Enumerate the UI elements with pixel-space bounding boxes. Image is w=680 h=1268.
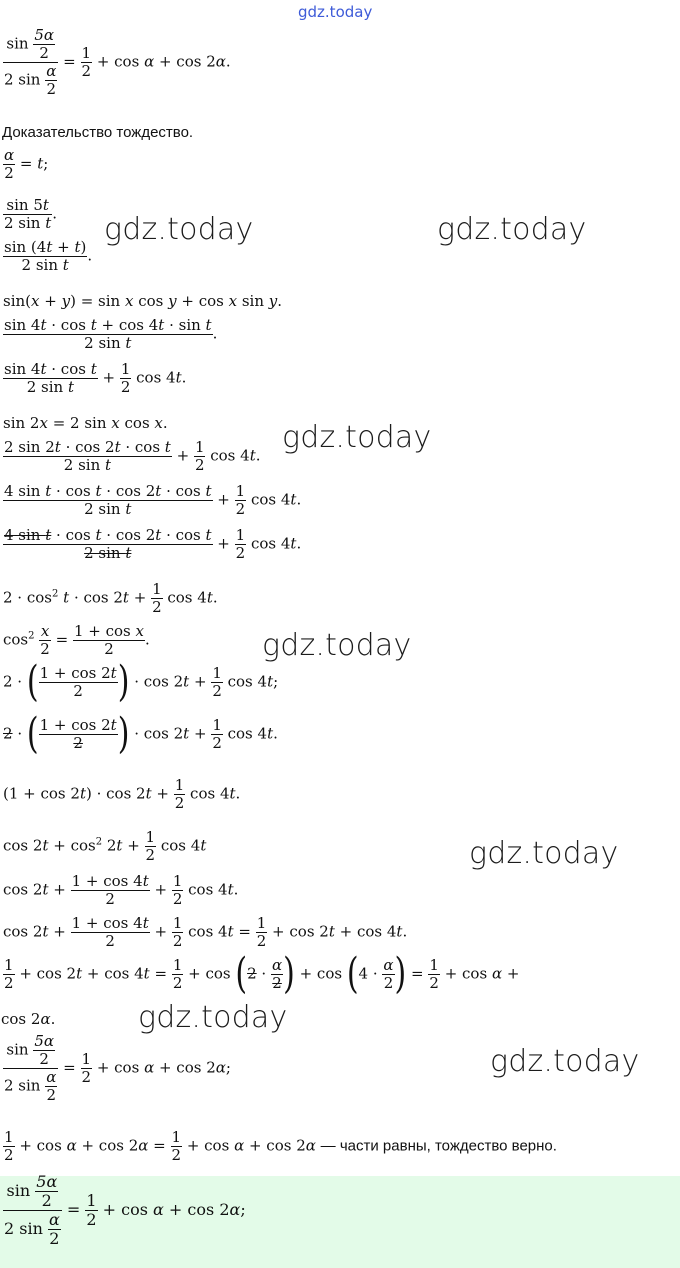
math-line-sin5t: $\frac{\sin 5t}{\text{2 sin t}}$ . — [4, 196, 58, 232]
math-line-sin4t-plus-t: $\frac{\sin (4t + t)}{\text{2 sin t}}$ . — [4, 238, 93, 274]
watermark: gdz.today — [282, 420, 432, 455]
math-line-step-b: $\frac{\text{4 sin t · cos t · cos 2t · cos t}}{\text{2 sin t}}$ + $\frac{1}{2}$ cos 4t. — [4, 482, 302, 518]
math-line-step-g: (1 + cos 2t) · cos 2t + $\frac{1}{2}$ cos 4t. — [3, 776, 241, 812]
math-line-step-d: $2 \cdot \cos^2 t \cdot \cos 2t$ + $\frac{1}{2}$ cos 4t. — [3, 580, 218, 616]
math-line-step-h: $\cos 2t + \cos^2 2t$ + $\frac{1}{2}$ cos 4t — [3, 828, 207, 864]
watermark: gdz.today — [104, 212, 254, 247]
watermark: gdz.today — [469, 836, 619, 871]
watermark: gdz.today — [490, 1044, 640, 1079]
math-line-identity-repeat: sin $\frac{5\alpha}{2}$ 2 sin $\frac{\alpha}{2}$ = $\frac{1}{2}$ + cos α + cos 2α; — [4, 1032, 231, 1104]
conclusion-text: — части равны, тождество верно. — [320, 1137, 557, 1155]
math-line-step-j: cos 2t + $\frac{1 + \cos 4t}{2}$ + $\frac{1}{2}$ cos 4t = $\frac{1}{2}$ + cos 2t + cos 4t. — [3, 914, 408, 950]
math-line-step-i: cos 2t + $\frac{1 + \cos 4t}{2}$ + $\frac{1}{2}$ cos 4t. — [3, 872, 239, 908]
intro-text: Доказательство тождество. — [2, 124, 194, 141]
math-line-substitution: $\frac{\alpha}{2}$ = t; — [4, 146, 49, 182]
math-line-double-angle: sin 2x = 2 sin x cos x. — [3, 414, 168, 432]
math-line-split: $\frac{\text{sin 4t · cos t}}{\text{2 sin t}}$ + $\frac{1}{2}$ cos 4t. — [4, 360, 187, 396]
math-line-cos-square: $\cos^2$ $\frac{x}{2}$ = $\frac{\text{1 + cos x}}{2}$ . — [3, 622, 150, 658]
watermark: gdz.today — [437, 212, 587, 247]
watermark: gdz.today — [262, 628, 412, 663]
math-line-step-f: 2 · ( $\frac{1 + \cos 2t}{2}$ ) · cos 2t + $\frac{1}{2}$ cos 4t. — [3, 709, 278, 759]
watermark: gdz.today — [138, 1000, 288, 1035]
math-line-sum-formula: sin(x + y) = sin x cos y + cos x sin y. — [3, 292, 283, 310]
math-line-back-substitution-cont: cos 2α. — [1, 1010, 56, 1028]
math-line-identity: sin $\frac{5\alpha}{2}$ 2 sin $\frac{\alpha}{2}$ = $\frac{1}{2}$ + cos α + cos 2α. — [4, 26, 231, 98]
math-line-answer: sin $\frac{5\alpha}{2}$ 2 sin $\frac{\alpha}{2}$ = $\frac{1}{2}$ + cos α + cos 2α; — [4, 1172, 246, 1248]
math-line-conclusion: $\frac{1}{2}$ + cos α + cos 2α = $\frac{1}{2}$ + cos α + cos 2α — части равны, тождество верно. — [4, 1128, 557, 1164]
math-line-expand: $\frac{\text{sin 4t · cos t + cos 4t · sin t}}{\text{2 sin t}}$ . — [4, 316, 218, 352]
math-line-step-a: $\frac{\text{2 sin 2t · cos 2t · cos t}}{\text{2 sin t}}$ + $\frac{1}{2}$ cos 4t. — [4, 438, 261, 474]
math-line-back-substitution: $\frac{1}{2}$ + cos 2t + cos 4t = $\frac{1}{2}$ + cos (2 · $\frac{\alpha}{2}$ ) + cos (4 · $\frac{\alpha}{2}$ ) = $\frac{1}{2}$ + cos α + — [4, 949, 520, 999]
math-line-step-c: $\frac{\text{4 sin t · cos t · cos 2t · cos t}}{\text{2 sin t}}$ + $\frac{1}{2}$ cos 4t. — [4, 526, 302, 562]
watermark-top: gdz.today — [298, 3, 373, 21]
math-line-step-e: 2 · ( $\frac{1 + \cos 2t}{2}$ ) · cos 2t + $\frac{1}{2}$ cos 4t; — [3, 657, 279, 707]
